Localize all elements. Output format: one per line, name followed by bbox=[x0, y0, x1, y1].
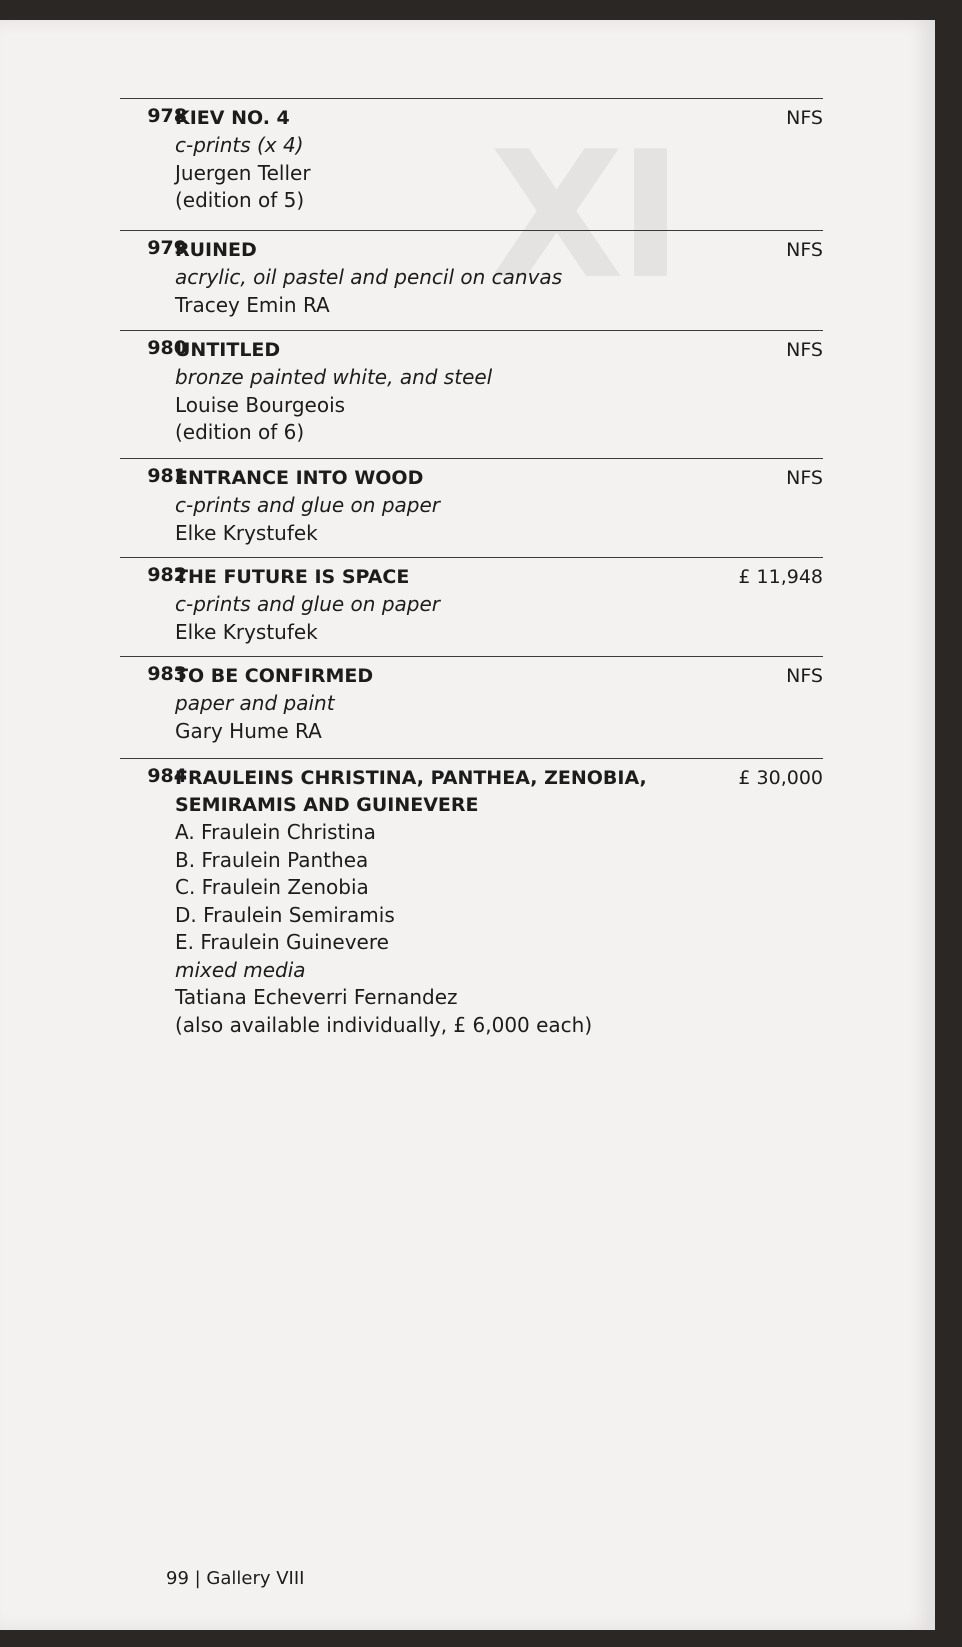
entry-artist: Tracey Emin RA bbox=[175, 292, 330, 317]
entry-number: 984 bbox=[147, 765, 187, 787]
entry-medium: c-prints (x 4) bbox=[175, 133, 304, 157]
entry-price: NFS bbox=[786, 239, 823, 261]
entry-price: NFS bbox=[786, 665, 823, 687]
catalogue-entry-983 bbox=[120, 656, 823, 745]
entry-availability-note: (also available individually, £ 6,000 each) bbox=[175, 1012, 593, 1037]
entry-title: TO BE CONFIRMED bbox=[175, 665, 374, 687]
entry-title-line-2: SEMIRAMIS AND GUINEVERE bbox=[175, 794, 479, 816]
entry-number: 983 bbox=[147, 663, 187, 685]
entry-part-c: C. Fraulein Zenobia bbox=[175, 875, 369, 899]
entry-title: RUINED bbox=[175, 239, 257, 261]
entry-number: 982 bbox=[147, 564, 187, 586]
entry-part-b: B. Fraulein Panthea bbox=[175, 847, 369, 872]
entry-artist: Juergen Teller bbox=[175, 160, 311, 185]
entry-medium: bronze painted white, and steel bbox=[175, 365, 493, 389]
show-through-gallery-numeral: IX bbox=[495, 115, 684, 318]
entry-price: NFS bbox=[786, 467, 823, 489]
entry-number: 981 bbox=[147, 465, 187, 487]
entry-artist: Elke Krystufek bbox=[175, 520, 318, 545]
entry-part-e: E. Fraulein Guinevere bbox=[175, 930, 389, 954]
entry-edition: (edition of 5) bbox=[175, 188, 305, 212]
entry-price: £ 30,000 bbox=[738, 767, 823, 789]
entry-number: 979 bbox=[147, 237, 187, 259]
entry-title: KIEV NO. 4 bbox=[175, 107, 290, 129]
catalogue-entry-979 bbox=[120, 230, 823, 319]
entry-artist: Gary Hume RA bbox=[175, 718, 322, 743]
entry-medium: mixed media bbox=[175, 957, 306, 982]
entry-title: THE FUTURE IS SPACE bbox=[175, 566, 410, 588]
catalogue-entry-984 bbox=[120, 758, 823, 1079]
entry-artist: Louise Bourgeois bbox=[175, 392, 346, 417]
entry-edition: (edition of 6) bbox=[175, 420, 305, 444]
entry-medium: c-prints and glue on paper bbox=[175, 493, 440, 517]
entry-medium: acrylic, oil pastel and pencil on canvas bbox=[175, 265, 563, 289]
catalogue-entry-978 bbox=[120, 98, 823, 221]
entry-title: UNTITLED bbox=[175, 339, 281, 361]
entry-part-a: A. Fraulein Christina bbox=[175, 820, 376, 844]
entry-price: NFS bbox=[786, 339, 823, 361]
entry-price: NFS bbox=[786, 107, 823, 129]
entry-artist: Tatiana Echeverri Fernandez bbox=[175, 985, 458, 1009]
entry-number: 980 bbox=[147, 337, 187, 359]
page-footer: 99 | Gallery VIII bbox=[166, 1568, 305, 1589]
catalogue-entry-981 bbox=[120, 458, 823, 547]
entry-artist: Elke Krystufek bbox=[175, 619, 318, 644]
entry-title-line-1: FRAULEINS CHRISTINA, PANTHEA, ZENOBIA, bbox=[175, 767, 647, 789]
entry-medium: c-prints and glue on paper bbox=[175, 592, 440, 616]
catalogue-entry-980 bbox=[120, 330, 823, 449]
entry-price: £ 11,948 bbox=[738, 566, 823, 588]
catalogue-entry-982 bbox=[120, 557, 823, 646]
entry-part-d: D. Fraulein Semiramis bbox=[175, 902, 395, 927]
entry-title: ENTRANCE INTO WOOD bbox=[175, 467, 424, 489]
catalogue-page bbox=[0, 20, 935, 1630]
entry-number: 978 bbox=[147, 105, 187, 127]
entry-medium: paper and paint bbox=[175, 691, 335, 715]
